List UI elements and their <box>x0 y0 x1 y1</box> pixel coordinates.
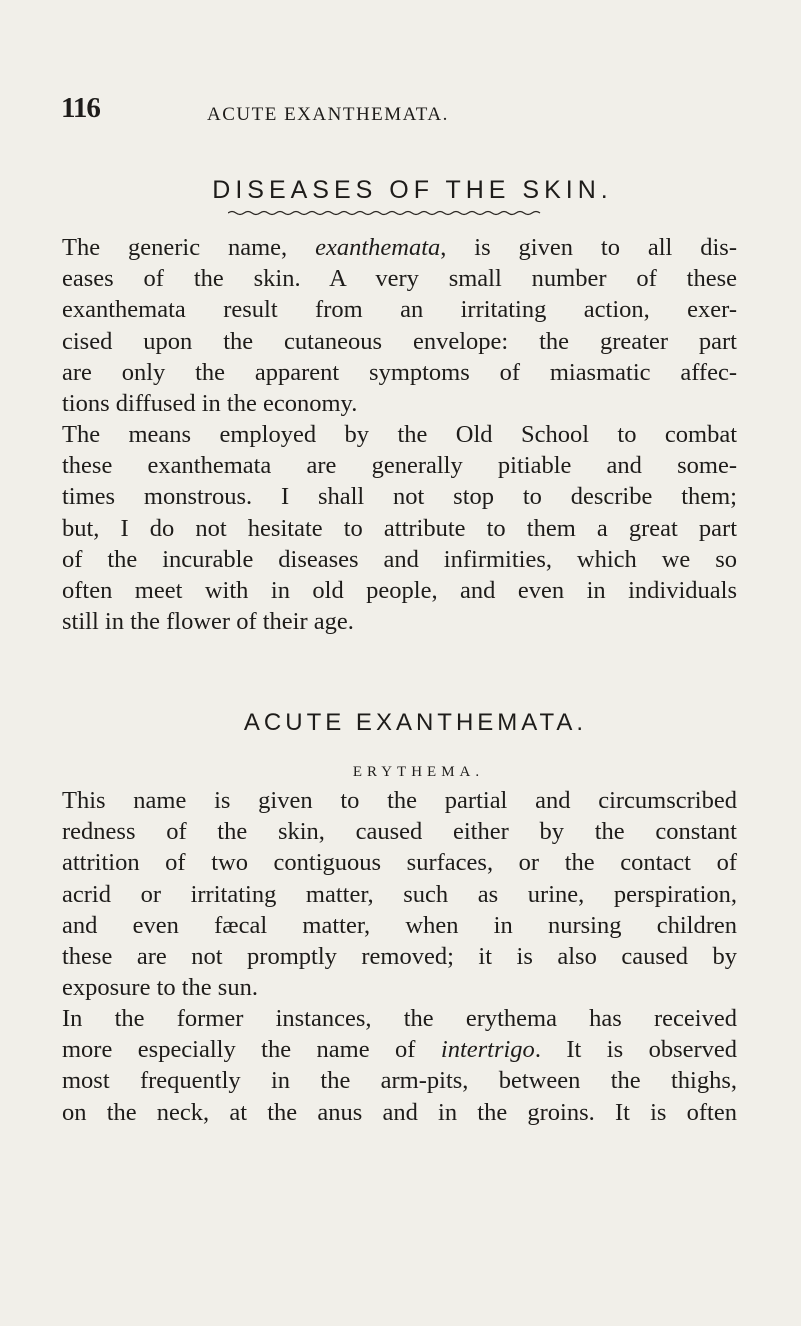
text-line: exanthemata result from an irritating action, exer- <box>62 296 737 324</box>
paragraph-old-school <box>62 419 737 637</box>
text-line: times monstrous. I shall not stop to describe them; <box>62 483 737 511</box>
text-line: these are not promptly removed; it is also caused by <box>62 942 737 970</box>
text-line: but, I do not hesitate to attribute to them a great part <box>62 514 737 542</box>
subsection-heading: ERYTHEMA. <box>352 764 485 780</box>
text-line: exposure to the sun. <box>62 974 258 1002</box>
text-line: tions diffused in the economy. <box>62 389 358 417</box>
text-line: eases of the skin. A very small number of these <box>62 265 737 293</box>
text-line: often meet with in old people, and even in individuals <box>62 576 737 604</box>
text-line: and even fæcal matter, when in nursing children <box>62 911 737 939</box>
text-line: This name is given to the partial and circumscribed <box>62 787 737 814</box>
text-line: The means employed by the Old School to combat <box>62 421 737 448</box>
running-title: ACUTE EXANTHEMATA. <box>207 104 449 125</box>
text-line: In the former instances, the erythema has received <box>62 1005 737 1032</box>
text-line: The generic name, exanthemata, is given to all dis- <box>62 234 737 261</box>
text-line: more especially the name of intertrigo. It is observed <box>62 1036 738 1064</box>
text-line: most frequently in the arm-pits, between the thighs, <box>62 1067 737 1095</box>
section-title: DISEASES OF THE SKIN. <box>212 176 613 204</box>
text-line: redness of the skin, caused either by the constant <box>62 818 737 846</box>
text-line: acrid or irritating matter, such as urine, perspiration, <box>62 880 737 908</box>
wavy-rule-divider <box>228 209 544 217</box>
text-line: attrition of two contiguous surfaces, or the contact of <box>62 849 737 877</box>
subsection-title: ACUTE EXANTHEMATA. <box>243 709 588 736</box>
running-head <box>61 92 761 132</box>
page-number: 116 <box>61 92 100 124</box>
text-line: still in the flower of their age. <box>62 608 354 636</box>
text-line: these exanthemata are generally pitiable and some- <box>62 452 737 480</box>
paragraph-erythema <box>62 785 737 1003</box>
text-line: of the incurable diseases and infirmities, which we so <box>62 545 737 573</box>
text-line: cised upon the cutaneous envelope: the greater part <box>62 327 737 355</box>
text-line: are only the apparent symptoms of miasmatic affec- <box>62 358 737 386</box>
paragraph-intro <box>62 232 737 419</box>
paragraph-intertrigo <box>62 1003 737 1128</box>
text-line: on the neck, at the anus and in the groins. It is often <box>62 1098 737 1126</box>
